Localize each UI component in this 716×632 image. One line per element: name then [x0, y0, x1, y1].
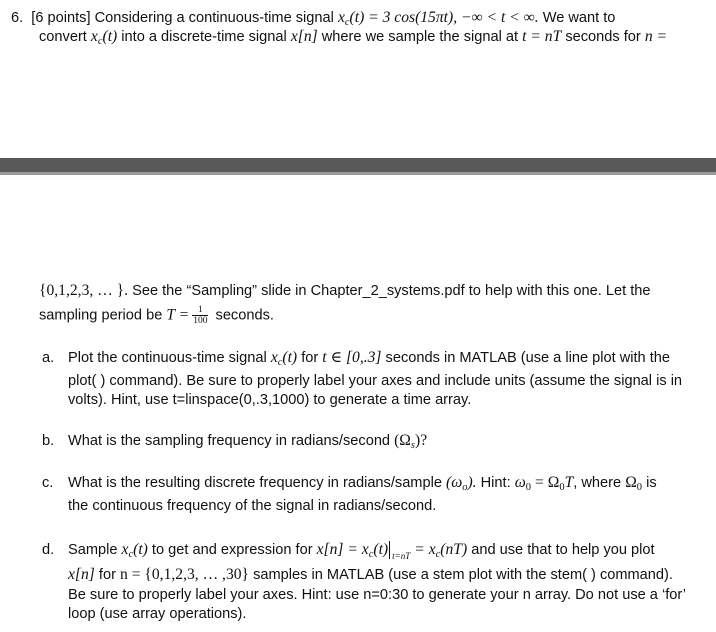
part-c-label: c. — [42, 475, 54, 491]
part-b-label: b. — [42, 433, 55, 449]
part-c-line-1: c. What is the resulting discrete frequency in radians/sample $(\omega_o)$. Hint: $\omega_0 = \Omega_0T$, where $\Omega_0$ is — [42, 474, 657, 493]
signal-symbol: x — [337, 9, 345, 26]
part-b-line-1: b. What is the sampling frequency in radians/second $(\Omega_s)$? — [42, 432, 428, 451]
part-d-line-3: Be sure to properly label your axes. Hint: use n=0:30 to generate your n array. Do not use a ‘for’ — [68, 587, 687, 603]
part-a-line-3: volts). Hint, use t=linspace(0,.3,1000) to generate a time array. — [68, 392, 472, 408]
problem-number: 6. — [11, 10, 24, 26]
part-a-line-1: a. Plot the continuous-time signal $x_c(t)$ for t ∈ [0,.3] seconds in MATLAB (use a line plot with the — [42, 349, 670, 368]
part-d-line-1: d. Sample $x_c(t)$ to get and expression for $x[n] = x_c(t) _{t=nT} = x_c(nT)$ and use that to help you plot — [42, 541, 655, 561]
problem-points: [6 points] — [31, 10, 91, 26]
part-d-label: d. — [42, 542, 55, 558]
sampling-period-fraction: $\frac{1}{100}$ — [193, 305, 208, 326]
signal-equation: (t) = 3 cos(15πt), −∞ < t < ∞. — [349, 9, 539, 26]
part-a-line-2: plot( ) command). Be sure to properly label your axes and include units (assume the signal is in — [68, 373, 683, 389]
part-d-line-2: x[n] for n = {0,1,2,3, … ,30} samples in MATLAB (use a stem plot with the stem( ) command). — [68, 566, 673, 583]
part-c-line-2: the continuous frequency of the signal in radians/second. — [68, 498, 437, 514]
part-d-line-4: loop (use array operations). — [68, 606, 247, 622]
evaluation-bar — [389, 541, 390, 559]
problem-line-1: 6. [6 points] Considering a continuous-time signal $x_c(t) = 3$ cos(15πt), −∞ < t < ∞. We want to — [11, 9, 616, 28]
continued-line-1: {0,1,2,3, … }. See the “Sampling” slide in Chapter_2_systems.pdf to help with this one. Let the — [39, 282, 651, 299]
page-break-divider — [0, 158, 716, 172]
continued-line-2: sampling period be T = $\frac{1}{100}$ seconds. — [39, 305, 274, 326]
part-a-label: a. — [42, 350, 55, 366]
problem-line-2: convert $x_c(t)$ into a discrete-time signal x[n] where we sample the signal at t = nT seconds for n = — [39, 28, 668, 47]
index-set: {0,1,2,3, … }. — [39, 282, 129, 299]
